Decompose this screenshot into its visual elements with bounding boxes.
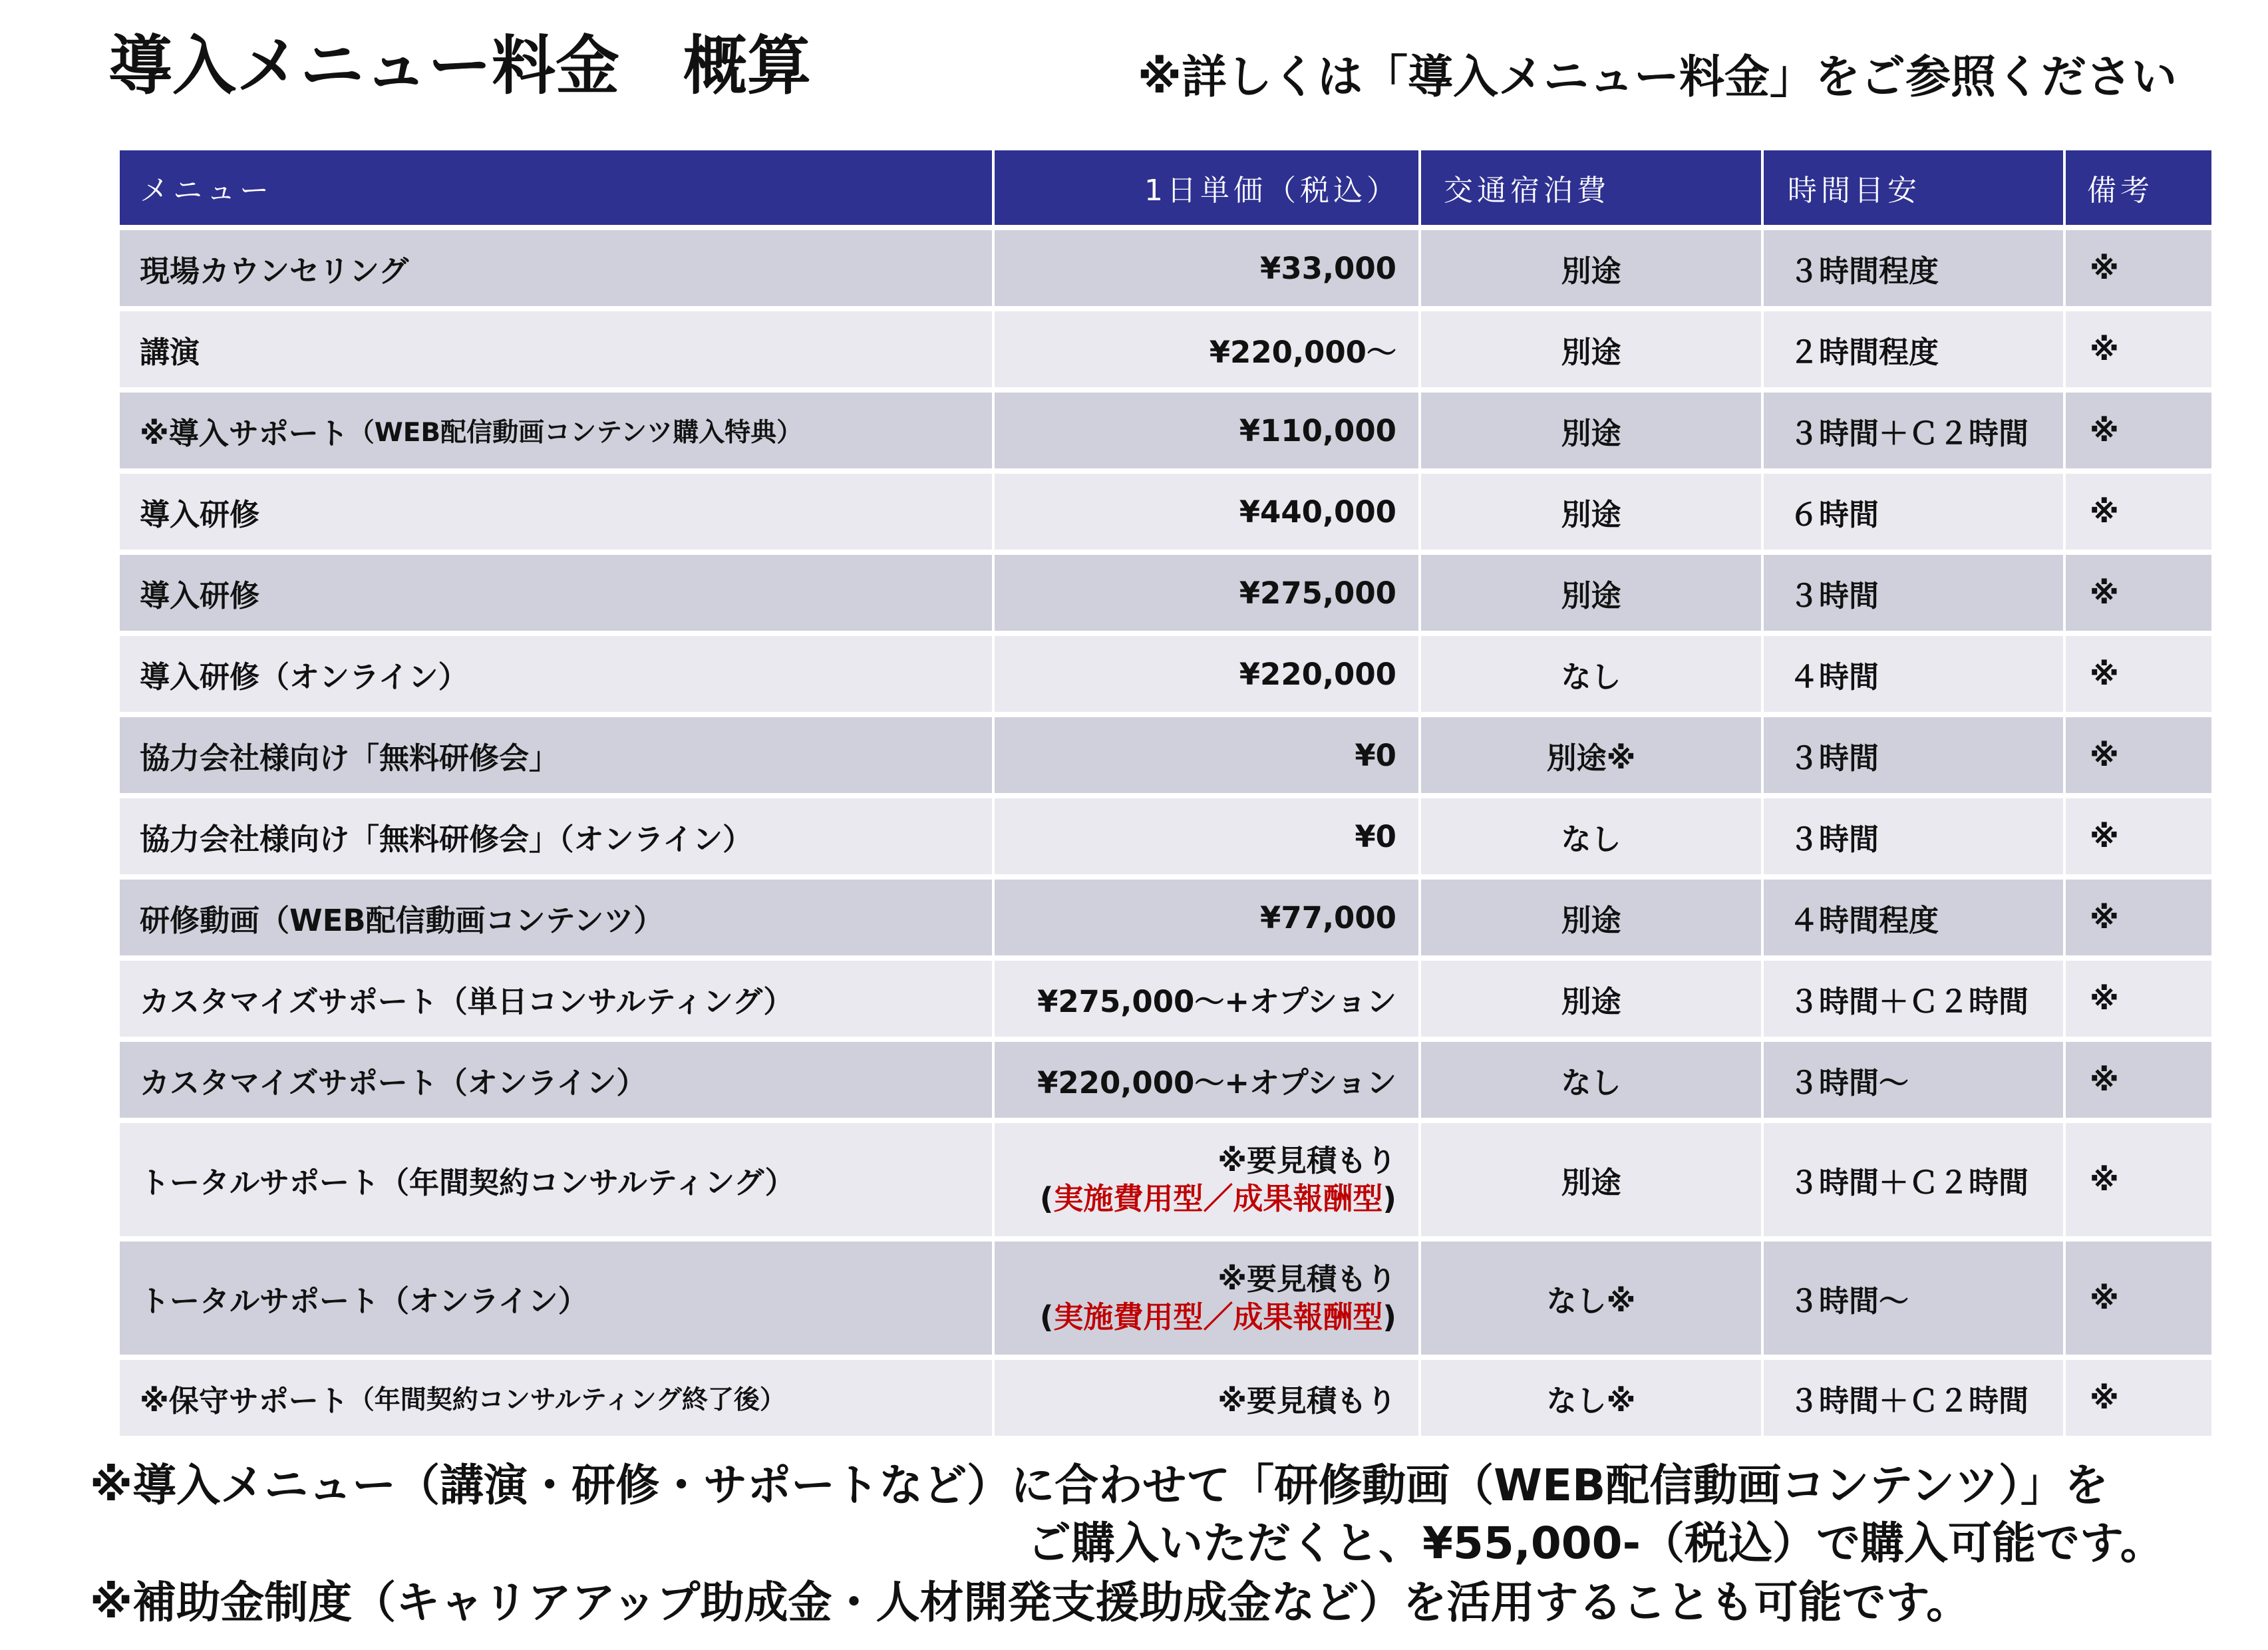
remarks-value: ※ <box>2090 494 2119 530</box>
table-header-row <box>120 150 2211 225</box>
footnote-video-bundle: ※導入メニュー（講演・研修・サポートなど）に合わせて「研修動画（WEB配信動画コンテンツ）」を <box>90 1460 2109 1511</box>
time-estimate-value: ３時間＋Ｃ２時間 <box>1789 1383 2029 1418</box>
remarks-value: ※ <box>2090 331 2119 367</box>
time-estimate-value: ３時間＋Ｃ２時間 <box>1789 1164 2029 1200</box>
time-estimate-value: ４時間 <box>1789 659 1879 695</box>
price-cell <box>995 311 1418 387</box>
price-stack <box>1040 1142 1396 1218</box>
time-estimate-cell <box>1764 555 2063 631</box>
price-cell <box>995 636 1418 712</box>
travel-cost-cell <box>1421 1360 1761 1436</box>
time-estimate-cell <box>1764 798 2063 874</box>
menu-name: カスタマイズサポート（単日コンサルティング） <box>140 983 794 1019</box>
travel-cost-value: なし <box>1561 1065 1621 1100</box>
travel-cost-value: 別途 <box>1561 496 1621 532</box>
price-value: ※要見積もり <box>1217 1143 1396 1178</box>
remarks-cell <box>2066 717 2211 793</box>
price-cell <box>995 393 1418 468</box>
menu-name-detail: （年間契約コンサルティング終了後） <box>348 1385 786 1415</box>
remarks-cell <box>2066 555 2211 631</box>
table-row <box>120 311 2211 387</box>
menu-name: 導入研修 <box>140 578 260 613</box>
menu-cell <box>120 393 992 468</box>
time-estimate-value: ３時間＋Ｃ２時間 <box>1789 415 2029 451</box>
price-cell <box>995 717 1418 793</box>
price-value: ¥440,000 <box>1239 494 1396 530</box>
menu-name: 協力会社様向け「無料研修会」 <box>140 740 560 776</box>
price-note <box>1040 1298 1396 1336</box>
table-row <box>120 230 2211 306</box>
table-row <box>120 1241 2211 1355</box>
remarks-value: ※ <box>2090 575 2119 611</box>
footnote-video-price: ご購入いただくと、¥55,000-（税込）で購入可能です。 <box>1027 1518 2164 1569</box>
menu-name: トータルサポート（年間契約コンサルティング） <box>140 1164 795 1200</box>
time-estimate-cell <box>1764 393 2063 468</box>
time-estimate-value: ３時間～ <box>1789 1283 1909 1319</box>
menu-name: 研修動画（WEB配信動画コンテンツ） <box>140 902 664 938</box>
remarks-cell <box>2066 636 2211 712</box>
time-estimate-value: ３時間 <box>1789 740 1879 776</box>
time-estimate-cell <box>1764 1123 2063 1236</box>
menu-cell <box>120 555 992 631</box>
footnote-subsidy: ※補助金制度（キャリアアップ助成金・人材開発支援助成金など）を活用することも可能です。 <box>90 1577 1971 1628</box>
travel-cost-cell <box>1421 717 1761 793</box>
time-estimate-cell <box>1764 1360 2063 1436</box>
price-note <box>1040 1180 1396 1218</box>
time-estimate-value: ６時間 <box>1789 496 1879 532</box>
menu-name: 導入研修（オンライン） <box>140 659 468 695</box>
header-price: 1日単価（税込） <box>995 150 1418 225</box>
travel-cost-value: 別途 <box>1561 902 1621 938</box>
remarks-cell <box>2066 798 2211 874</box>
page-title: 導入メニュー料金 概算 <box>108 29 811 103</box>
time-estimate-value: ３時間 <box>1789 821 1879 857</box>
price-note-close: ) <box>1382 1181 1396 1216</box>
remarks-value: ※ <box>2090 1380 2119 1416</box>
travel-cost-value: なし <box>1561 821 1621 857</box>
table-row <box>120 636 2211 712</box>
travel-cost-cell <box>1421 798 1761 874</box>
table-row <box>120 1042 2211 1118</box>
remarks-cell <box>2066 1360 2211 1436</box>
travel-cost-cell <box>1421 961 1761 1037</box>
time-estimate-cell <box>1764 717 2063 793</box>
travel-cost-value: 別途※ <box>1546 740 1636 776</box>
header-time-estimate: 時間目安 <box>1764 150 2063 225</box>
menu-cell <box>120 1123 992 1236</box>
menu-name: 導入研修 <box>140 496 260 532</box>
menu-name: ※保守サポート <box>140 1383 349 1418</box>
menu-cell <box>120 230 992 306</box>
remarks-value: ※ <box>2090 656 2119 692</box>
travel-cost-value: 別途 <box>1561 1164 1621 1200</box>
menu-name: カスタマイズサポート（オンライン） <box>140 1065 647 1100</box>
price-cell <box>995 798 1418 874</box>
menu-name: 現場カウンセリング <box>140 253 409 289</box>
price-value: ¥0 <box>1355 737 1396 773</box>
header-menu: メニュー <box>120 150 992 225</box>
time-estimate-cell <box>1764 474 2063 550</box>
price-value: ¥220,000～ <box>1209 334 1396 370</box>
table-row <box>120 474 2211 550</box>
travel-cost-value: 別途 <box>1561 253 1621 289</box>
table-row <box>120 393 2211 468</box>
price-value: ※要見積もり <box>1217 1261 1396 1297</box>
price-value: ※要見積もり <box>1217 1383 1396 1418</box>
remarks-cell <box>2066 393 2211 468</box>
travel-cost-cell <box>1421 393 1761 468</box>
travel-cost-cell <box>1421 555 1761 631</box>
travel-cost-cell <box>1421 311 1761 387</box>
remarks-cell <box>2066 1123 2211 1236</box>
table-row <box>120 1123 2211 1236</box>
menu-cell <box>120 636 992 712</box>
time-estimate-value: ３時間＋Ｃ２時間 <box>1789 983 2029 1019</box>
menu-cell <box>120 880 992 955</box>
time-estimate-cell <box>1764 1241 2063 1355</box>
menu-name: トータルサポート（オンライン） <box>140 1283 588 1319</box>
price-cell <box>995 1042 1418 1118</box>
menu-cell <box>120 1042 992 1118</box>
remarks-value: ※ <box>2090 1280 2119 1316</box>
travel-cost-value: 別途 <box>1561 983 1621 1019</box>
travel-cost-value: なし※ <box>1546 1283 1636 1319</box>
menu-cell <box>120 311 992 387</box>
table-row <box>120 717 2211 793</box>
travel-cost-cell <box>1421 1123 1761 1236</box>
table-row <box>120 798 2211 874</box>
time-estimate-cell <box>1764 230 2063 306</box>
travel-cost-value: 別途 <box>1561 415 1621 451</box>
travel-cost-value: なし※ <box>1546 1383 1636 1418</box>
travel-cost-cell <box>1421 636 1761 712</box>
header-remarks: 備考 <box>2066 150 2211 225</box>
price-cell <box>995 474 1418 550</box>
price-value: ¥275,000～+オプション <box>1037 983 1396 1019</box>
price-note-text: 実施費用型／成果報酬型 <box>1053 1299 1383 1335</box>
time-estimate-cell <box>1764 1042 2063 1118</box>
price-note-close: ) <box>1382 1299 1396 1335</box>
travel-cost-cell <box>1421 230 1761 306</box>
menu-name: 講演 <box>140 334 200 370</box>
price-cell <box>995 880 1418 955</box>
remarks-cell <box>2066 961 2211 1037</box>
remarks-value: ※ <box>2090 1062 2119 1098</box>
time-estimate-cell <box>1764 961 2063 1037</box>
price-stack <box>1040 1260 1396 1336</box>
price-cell <box>995 230 1418 306</box>
remarks-value: ※ <box>2090 1162 2119 1198</box>
price-value: ¥33,000 <box>1260 250 1396 286</box>
price-cell <box>995 1123 1418 1236</box>
price-note-open: ( <box>1039 1299 1054 1335</box>
menu-name-detail: （WEB配信動画コンテンツ購入特典） <box>348 418 803 448</box>
time-estimate-value: ２時間程度 <box>1789 334 1939 370</box>
menu-cell <box>120 717 992 793</box>
menu-cell <box>120 961 992 1037</box>
time-estimate-value: ３時間～ <box>1789 1065 1909 1100</box>
price-value: ¥110,000 <box>1239 412 1396 448</box>
remarks-cell <box>2066 1042 2211 1118</box>
table-row <box>120 1360 2211 1436</box>
price-value: ¥220,000 <box>1239 656 1396 692</box>
remarks-value: ※ <box>2090 250 2119 286</box>
menu-cell <box>120 1241 992 1355</box>
travel-cost-cell <box>1421 880 1761 955</box>
price-cell <box>995 961 1418 1037</box>
time-estimate-value: ４時間程度 <box>1789 902 1939 938</box>
price-note-open: ( <box>1039 1181 1054 1216</box>
travel-cost-value: なし <box>1561 659 1621 695</box>
menu-name: ※導入サポート <box>140 415 349 451</box>
remarks-value: ※ <box>2090 981 2119 1017</box>
travel-cost-cell <box>1421 1042 1761 1118</box>
price-cell <box>995 555 1418 631</box>
travel-cost-cell <box>1421 474 1761 550</box>
time-estimate-value: ３時間 <box>1789 578 1879 613</box>
remarks-value: ※ <box>2090 818 2119 854</box>
remarks-cell <box>2066 1241 2211 1355</box>
header-travel-cost: 交通宿泊費 <box>1421 150 1761 225</box>
time-estimate-cell <box>1764 636 2063 712</box>
travel-cost-value: 別途 <box>1561 334 1621 370</box>
table-row <box>120 961 2211 1037</box>
reference-note: ※詳しくは「導入メニュー料金」をご参照ください <box>1137 51 2177 104</box>
remarks-cell <box>2066 474 2211 550</box>
remarks-value: ※ <box>2090 737 2119 773</box>
menu-cell <box>120 798 992 874</box>
price-value: ¥220,000～+オプション <box>1037 1065 1396 1100</box>
table-row <box>120 555 2211 631</box>
price-value: ¥0 <box>1355 818 1396 854</box>
price-value: ¥77,000 <box>1260 900 1396 935</box>
time-estimate-cell <box>1764 880 2063 955</box>
price-note-text: 実施費用型／成果報酬型 <box>1053 1181 1383 1216</box>
remarks-cell <box>2066 311 2211 387</box>
menu-name: 協力会社様向け「無料研修会」（オンライン） <box>140 821 753 857</box>
remarks-cell <box>2066 880 2211 955</box>
menu-cell <box>120 474 992 550</box>
price-table <box>120 150 2211 1436</box>
price-cell <box>995 1360 1418 1436</box>
table-row <box>120 880 2211 955</box>
travel-cost-cell <box>1421 1241 1761 1355</box>
time-estimate-value: ３時間程度 <box>1789 253 1939 289</box>
remarks-value: ※ <box>2090 900 2119 935</box>
travel-cost-value: 別途 <box>1561 578 1621 613</box>
time-estimate-cell <box>1764 311 2063 387</box>
remarks-cell <box>2066 230 2211 306</box>
menu-cell <box>120 1360 992 1436</box>
remarks-value: ※ <box>2090 412 2119 448</box>
price-value: ¥275,000 <box>1239 575 1396 611</box>
price-cell <box>995 1241 1418 1355</box>
